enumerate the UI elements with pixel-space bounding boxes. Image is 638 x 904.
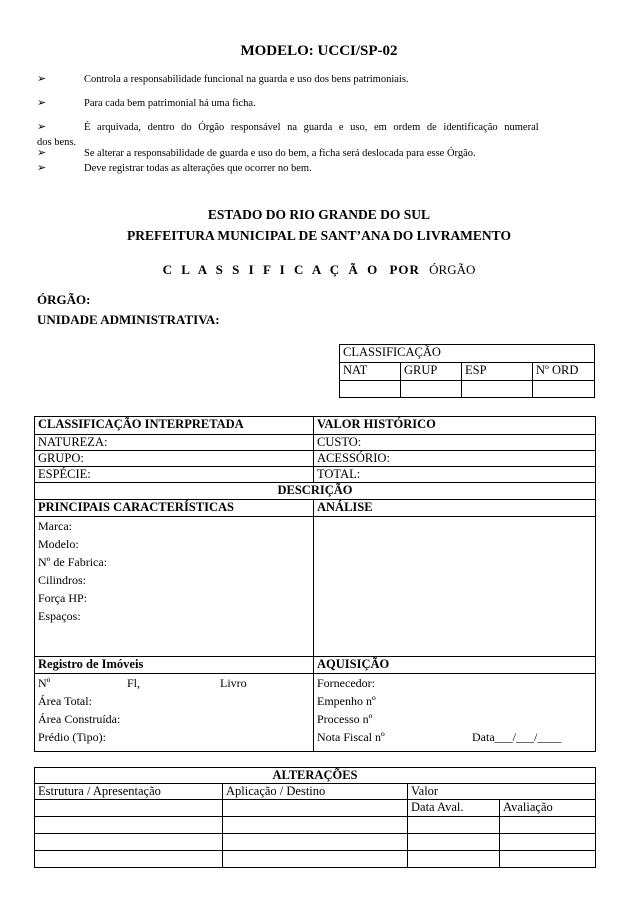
arrow-bullet-icon: ➢	[37, 121, 47, 133]
estrutura-cell[interactable]	[35, 851, 223, 868]
espacos-label: Espaços:	[38, 609, 81, 623]
aplicacao-header: Aplicação / Destino	[223, 784, 408, 800]
col-ord: Nº ORD	[533, 363, 595, 381]
empenho-label: Empenho nº	[317, 694, 376, 708]
custo-field[interactable]: CUSTO:	[314, 435, 596, 451]
forca-label: Força HP:	[38, 591, 87, 605]
marca-label: Marca:	[38, 519, 72, 533]
page-title: MODELO: UCCI/SP-02	[240, 43, 398, 59]
fornecedor-label: Fornecedor:	[317, 676, 375, 690]
estrutura-cell[interactable]	[35, 834, 223, 851]
especie-field[interactable]: ESPÉCIE:	[35, 467, 314, 483]
classificacao-box	[339, 344, 595, 398]
aquisicao-field[interactable]	[314, 674, 596, 752]
avaliacao-cell[interactable]	[500, 817, 596, 834]
orgao-label: ÓRGÃO:	[37, 292, 91, 307]
data-aval-cell[interactable]	[408, 834, 500, 851]
analise-header: ANÁLISE	[314, 500, 596, 517]
area-construida-label: Área Construída:	[38, 712, 121, 726]
col-esp: ESP	[462, 363, 533, 381]
aplicacao-cell[interactable]	[223, 800, 408, 817]
area-total-label: Área Total:	[38, 694, 92, 708]
analise-field[interactable]	[314, 517, 596, 657]
esp-field[interactable]	[462, 381, 533, 398]
bullet-item: ➢ Deve registrar todas as alterações que ocorrer no bem.	[37, 162, 312, 174]
predio-label: Prédio (Tipo):	[38, 730, 106, 744]
processo-label: Processo nº	[317, 712, 373, 726]
arrow-bullet-icon: ➢	[37, 97, 47, 109]
natureza-field[interactable]: NATUREZA:	[35, 435, 314, 451]
estrutura-cell[interactable]	[35, 817, 223, 834]
main-form-table	[34, 416, 596, 752]
arrow-bullet-icon: ➢	[37, 73, 47, 85]
bullet-item: ➢ É arquivada, dentro do Órgão responsável na guarda e uso, em ordem de identificação numeral	[37, 121, 539, 133]
data-aval-cell[interactable]	[408, 851, 500, 868]
bullet-item: ➢ Controla a responsabilidade funcional na guarda e uso dos bens patrimoniais.	[37, 73, 409, 85]
alteracoes-table	[34, 767, 596, 868]
caracteristicas-field[interactable]	[35, 517, 314, 657]
avaliacao-header: Avaliação	[500, 800, 596, 817]
bullet-item: ➢ Se alterar a responsabilidade de guarda e uso do bem, a ficha será deslocada para esse Órgão.	[37, 147, 476, 159]
descricao-header: DESCRIÇÃO	[35, 483, 596, 500]
bullet-continuation: dos bens.	[37, 137, 77, 148]
interp-header: CLASSIFICAÇÃO INTERPRETADA	[35, 417, 314, 435]
estrutura-cell[interactable]	[35, 800, 223, 817]
avaliacao-cell[interactable]	[500, 834, 596, 851]
registro-line: Nº Fl, Livro	[38, 676, 247, 690]
cilindros-label: Cilindros:	[38, 573, 87, 587]
aquisicao-header: AQUISIÇÃO	[314, 657, 596, 674]
col-nat: NAT	[340, 363, 401, 381]
classification-heading: C L A S S I F I C A Ç Ã O POR ÓRGÃO	[162, 262, 476, 277]
avaliacao-cell[interactable]	[500, 851, 596, 868]
aplicacao-cell[interactable]	[223, 834, 408, 851]
nat-field[interactable]	[340, 381, 401, 398]
registro-header: Registro de Imóveis	[35, 657, 314, 674]
arrow-bullet-icon: ➢	[37, 162, 47, 174]
registro-field[interactable]	[35, 674, 314, 752]
alteracoes-header: ALTERAÇÕES	[35, 768, 596, 784]
fabrica-label: Nº de Fabrica:	[38, 555, 108, 569]
total-field[interactable]: TOTAL:	[314, 467, 596, 483]
acessorio-field[interactable]: ACESSÓRIO:	[314, 451, 596, 467]
ord-field[interactable]	[533, 381, 595, 398]
arrow-bullet-icon: ➢	[37, 147, 47, 159]
data-aval-cell[interactable]	[408, 817, 500, 834]
aplicacao-cell[interactable]	[223, 817, 408, 834]
principais-header: PRINCIPAIS CARACTERÍSTICAS	[35, 500, 314, 517]
col-grup: GRUP	[401, 363, 462, 381]
bullet-item: ➢ Para cada bem patrimonial há uma ficha.	[37, 97, 256, 109]
nota-fiscal-line: Nota Fiscal nº Data___/___/____	[317, 730, 562, 744]
classificacao-box-title: CLASSIFICAÇÃO	[340, 345, 595, 363]
estrutura-header: Estrutura / Apresentação	[35, 784, 223, 800]
unidade-label: UNIDADE ADMINISTRATIVA:	[37, 312, 220, 327]
data-aval-header: Data Aval.	[408, 800, 500, 817]
aplicacao-cell[interactable]	[223, 851, 408, 868]
state-heading: ESTADO DO RIO GRANDE DO SUL	[207, 207, 431, 222]
valor-header: VALOR HISTÓRICO	[314, 417, 596, 435]
modelo-label: Modelo:	[38, 537, 79, 551]
grup-field[interactable]	[401, 381, 462, 398]
municipality-heading: PREFEITURA MUNICIPAL DE SANT’ANA DO LIVRAMENTO	[127, 228, 511, 243]
grupo-field[interactable]: GRUPO:	[35, 451, 314, 467]
valor-header-alt: Valor	[408, 784, 596, 800]
